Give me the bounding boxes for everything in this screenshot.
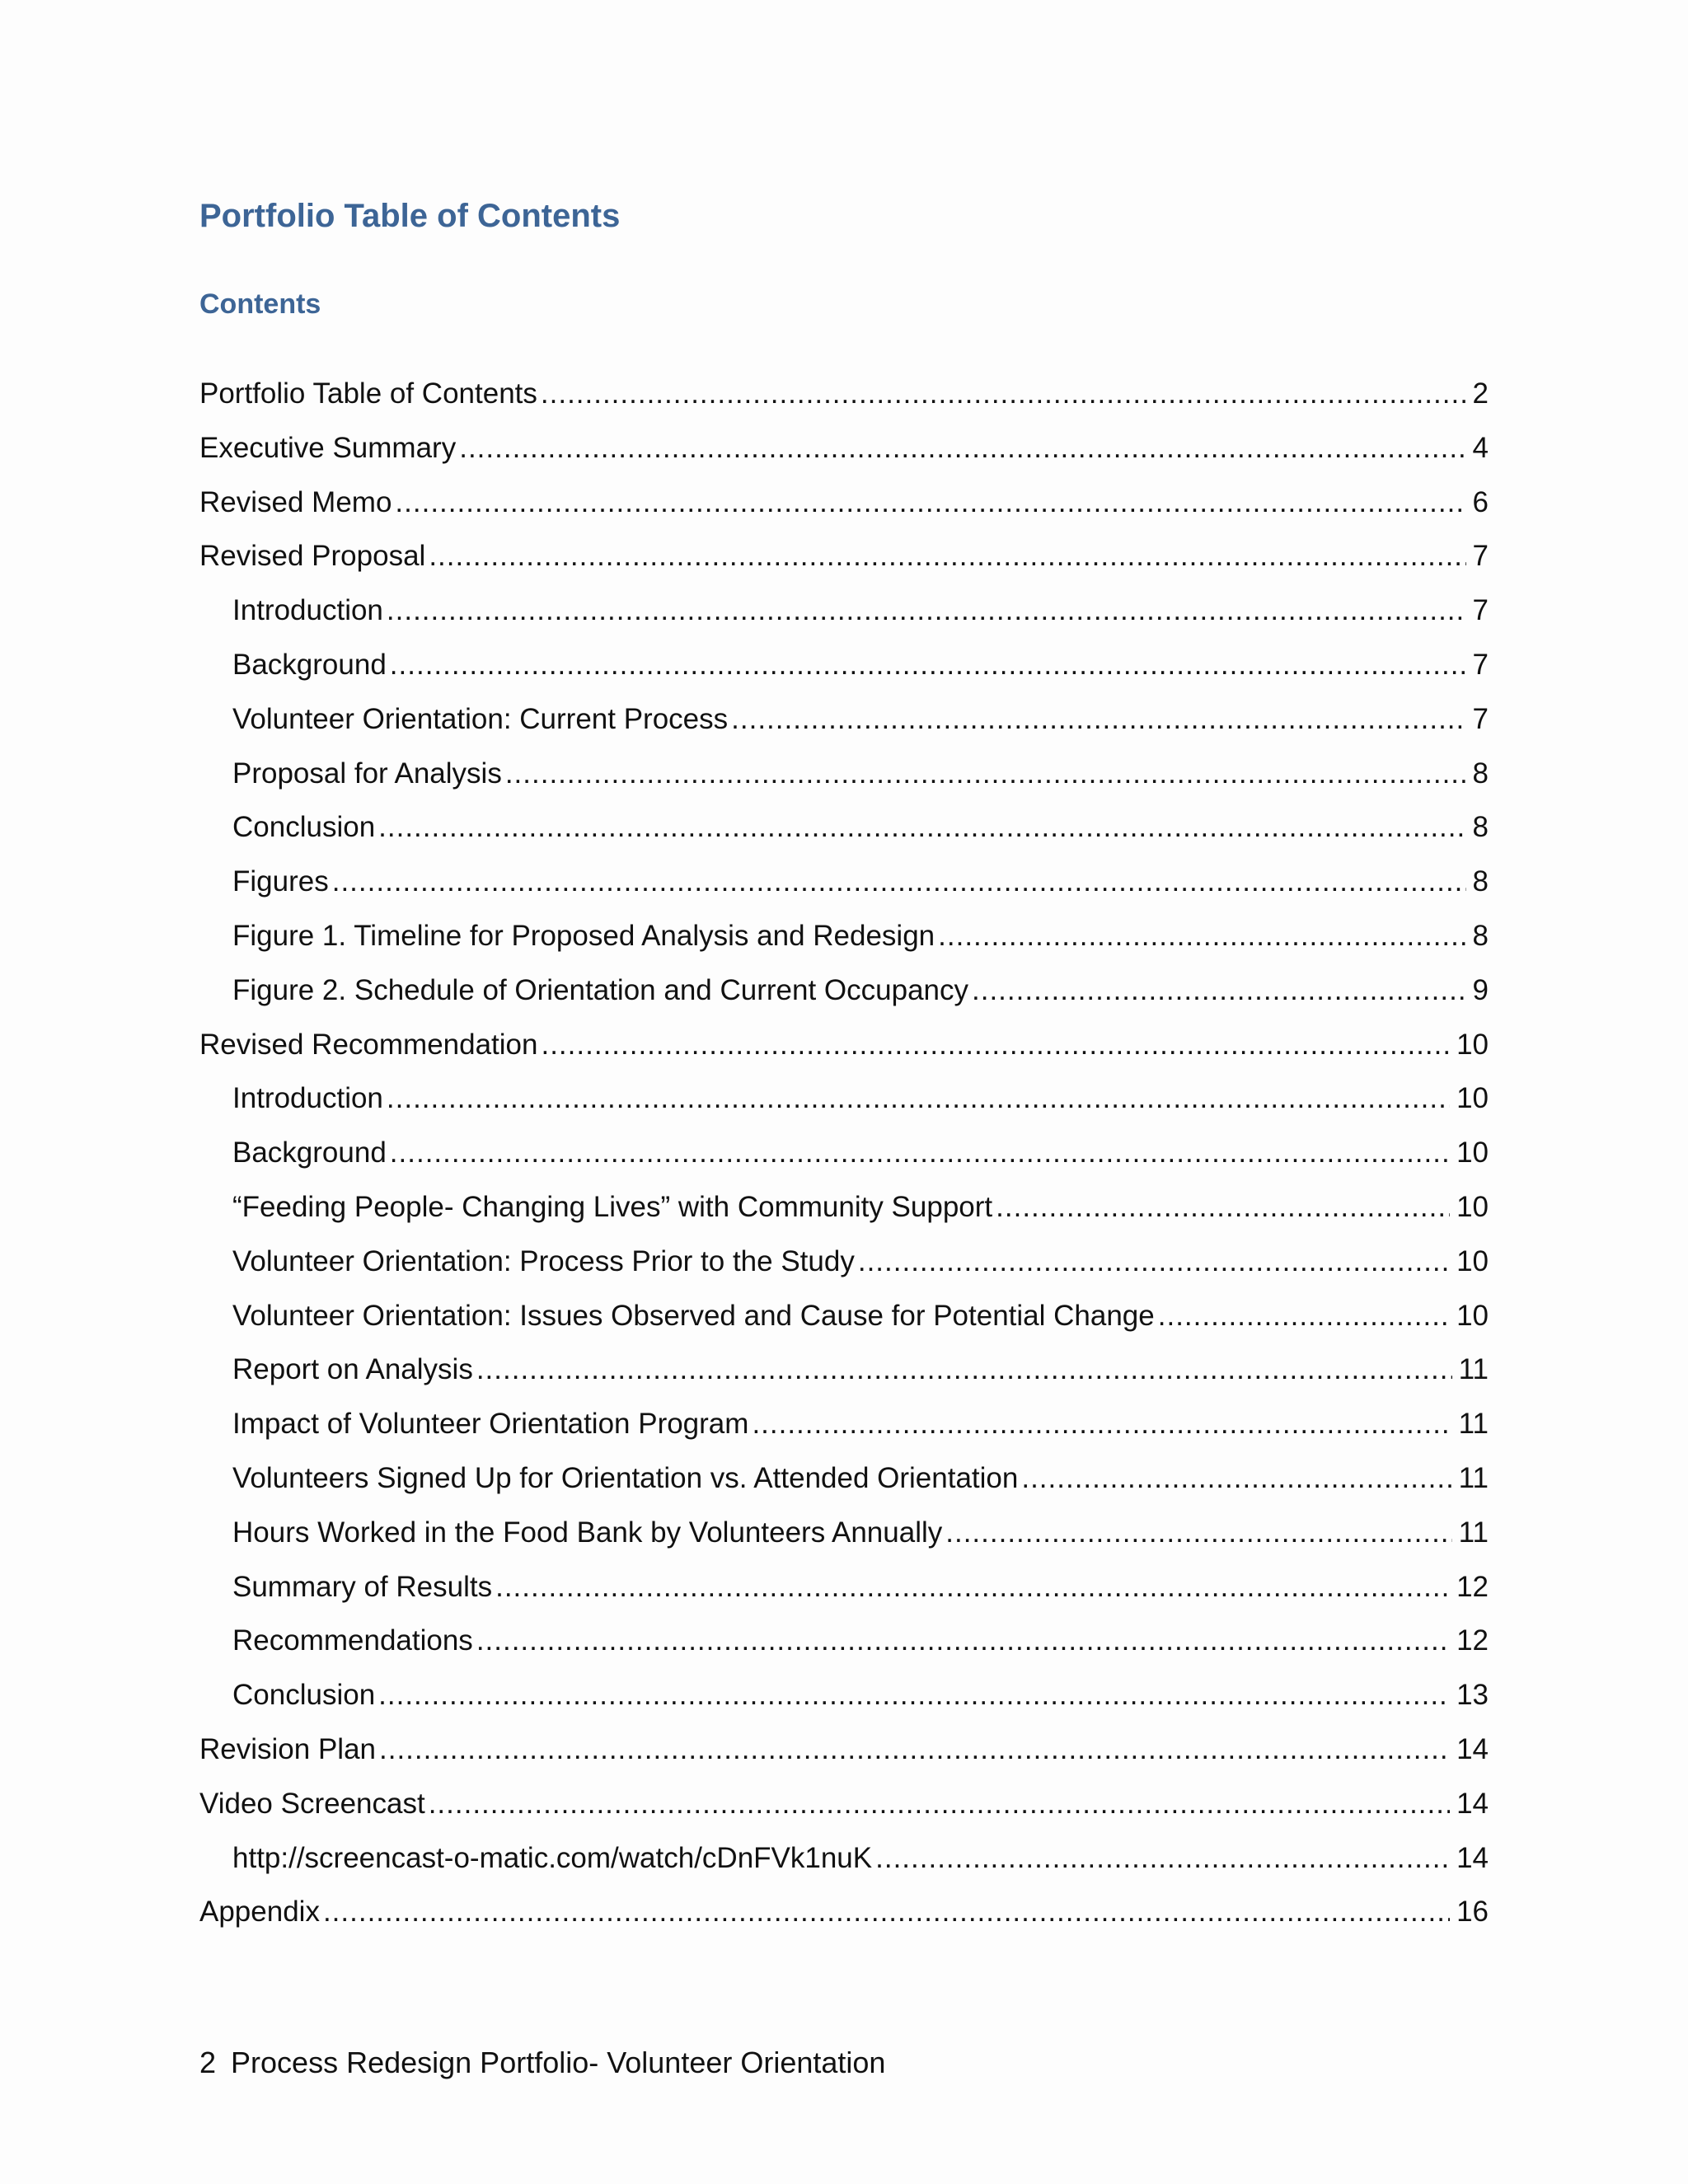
toc-entry-title: Impact of Volunteer Orientation Program xyxy=(232,1408,749,1441)
dot-leader xyxy=(945,1508,1451,1558)
toc-entry[interactable] xyxy=(199,1020,1489,1075)
toc-entry-page-number: 11 xyxy=(1458,1408,1489,1441)
dot-leader xyxy=(378,1671,1450,1720)
toc-entry-title: Figure 1. Timeline for Proposed Analysis and Redesign xyxy=(232,919,935,952)
toc-entry-title: Figure 2. Schedule of Orientation and Current Occupancy xyxy=(232,973,968,1006)
dot-leader xyxy=(378,803,1465,852)
toc-entry[interactable] xyxy=(199,478,1489,532)
toc-entry-page-number: 2 xyxy=(1472,377,1489,410)
toc-entry-page-number: 7 xyxy=(1472,702,1489,735)
dot-leader xyxy=(429,532,1465,581)
toc-entry-title: Revised Proposal xyxy=(199,540,426,573)
dot-leader xyxy=(379,1725,1450,1774)
toc-entry[interactable] xyxy=(199,912,1489,966)
toc-entry-title: Revision Plan xyxy=(199,1732,376,1765)
toc-entry-title: Video Screencast xyxy=(199,1787,425,1820)
toc-entry[interactable] xyxy=(199,1183,1489,1237)
toc-entry-page-number: 8 xyxy=(1472,811,1489,844)
dot-leader xyxy=(495,1563,1450,1612)
toc-entry-page-number: 12 xyxy=(1456,1570,1489,1603)
toc-entry-page-number: 9 xyxy=(1472,973,1489,1006)
dot-leader xyxy=(1158,1291,1450,1341)
toc-entry[interactable] xyxy=(199,369,1489,424)
dot-leader xyxy=(476,1345,1452,1394)
dot-leader xyxy=(938,912,1465,961)
toc-entry-page-number: 7 xyxy=(1472,540,1489,573)
toc-entry-title: Revised Memo xyxy=(199,485,392,518)
dot-leader xyxy=(996,1183,1450,1232)
contents-heading: Contents xyxy=(199,288,321,320)
toc-entry-title: Introduction xyxy=(232,594,383,627)
toc-entry[interactable] xyxy=(199,532,1489,586)
dot-leader xyxy=(875,1834,1450,1883)
toc-entry[interactable] xyxy=(199,1454,1489,1508)
toc-entry-title: Volunteer Orientation: Current Process xyxy=(232,702,729,735)
dot-leader xyxy=(323,1887,1450,1937)
toc-entry-page-number: 4 xyxy=(1472,431,1489,464)
toc-entry-title: Background xyxy=(232,1137,387,1169)
toc-entry-page-number: 10 xyxy=(1456,1190,1489,1223)
toc-entry-page-number: 14 xyxy=(1456,1787,1489,1820)
dot-leader xyxy=(1021,1454,1451,1503)
toc-entry-title: Revised Recommendation xyxy=(199,1028,538,1061)
toc-entry-title: Volunteer Orientation: Process Prior to the Study xyxy=(232,1244,855,1277)
toc-entry[interactable] xyxy=(199,424,1489,478)
toc-entry-title: Conclusion xyxy=(232,1679,376,1712)
toc-entry[interactable] xyxy=(199,695,1489,749)
dot-leader xyxy=(476,1616,1450,1666)
toc-entry-page-number: 8 xyxy=(1472,919,1489,952)
toc-entry[interactable] xyxy=(199,1345,1489,1399)
dot-leader xyxy=(541,369,1466,419)
toc-entry-page-number: 14 xyxy=(1456,1732,1489,1765)
toc-entry[interactable] xyxy=(199,586,1489,640)
toc-entry-page-number: 7 xyxy=(1472,648,1489,681)
toc-entry-title: Figures xyxy=(232,865,329,898)
page-footer xyxy=(199,2046,885,2080)
toc-entry[interactable] xyxy=(199,1128,1489,1183)
dot-leader xyxy=(390,640,1466,690)
dot-leader xyxy=(541,1020,1450,1070)
toc-entry-title: “Feeding People- Changing Lives” with Community Support xyxy=(232,1190,993,1223)
page-title: Portfolio Table of Contents xyxy=(199,198,621,234)
toc-entry-page-number: 11 xyxy=(1458,1353,1489,1386)
toc-entry-title: Introduction xyxy=(232,1082,383,1115)
dot-leader xyxy=(387,586,1466,635)
toc-entry-page-number: 7 xyxy=(1472,594,1489,627)
toc-entry-page-number: 12 xyxy=(1456,1624,1489,1657)
table-of-contents xyxy=(199,369,1489,1942)
dot-leader xyxy=(858,1237,1450,1286)
toc-entry-title: Summary of Results xyxy=(232,1570,493,1603)
toc-entry[interactable] xyxy=(199,1399,1489,1454)
dot-leader xyxy=(395,478,1465,527)
dot-leader xyxy=(505,749,1466,799)
toc-entry-page-number: 13 xyxy=(1456,1679,1489,1712)
toc-entry[interactable] xyxy=(199,857,1489,912)
footer-text: Process Redesign Portfolio- Volunteer Orientation xyxy=(231,2046,886,2079)
toc-entry-title: Recommendations xyxy=(232,1624,473,1657)
toc-entry-page-number: 11 xyxy=(1458,1461,1489,1494)
toc-entry[interactable] xyxy=(199,749,1489,804)
toc-entry-page-number: 11 xyxy=(1458,1516,1489,1549)
toc-entry-page-number: 10 xyxy=(1456,1082,1489,1115)
toc-entry-page-number: 6 xyxy=(1472,485,1489,518)
toc-entry[interactable] xyxy=(199,1291,1489,1346)
toc-entry[interactable] xyxy=(199,1725,1489,1779)
dot-leader xyxy=(332,857,1466,907)
toc-entry[interactable] xyxy=(199,1074,1489,1128)
toc-entry-title: http://screencast-o-matic.com/watch/cDnFVk1nuK xyxy=(232,1841,873,1874)
toc-entry[interactable] xyxy=(199,1887,1489,1942)
toc-entry[interactable] xyxy=(199,1237,1489,1291)
toc-entry[interactable] xyxy=(199,1834,1489,1888)
dot-leader xyxy=(972,966,1466,1015)
toc-entry-title: Executive Summary xyxy=(199,431,457,464)
dot-leader xyxy=(429,1779,1450,1829)
footer-page-number: 2 xyxy=(199,2046,217,2079)
toc-entry-page-number: 8 xyxy=(1472,757,1489,790)
dot-leader xyxy=(390,1128,1450,1178)
dot-leader xyxy=(387,1074,1450,1123)
toc-entry-page-number: 10 xyxy=(1456,1244,1489,1277)
dot-leader xyxy=(752,1399,1451,1449)
toc-entry[interactable] xyxy=(199,640,1489,695)
toc-entry[interactable] xyxy=(199,1616,1489,1671)
toc-entry-page-number: 8 xyxy=(1472,865,1489,898)
toc-entry-title: Report on Analysis xyxy=(232,1353,473,1386)
toc-entry[interactable] xyxy=(199,1779,1489,1834)
dot-leader xyxy=(459,424,1465,473)
toc-entry-page-number: 10 xyxy=(1456,1137,1489,1169)
toc-entry[interactable] xyxy=(199,1563,1489,1617)
toc-entry[interactable] xyxy=(199,1508,1489,1563)
toc-entry[interactable] xyxy=(199,966,1489,1020)
toc-entry-page-number: 10 xyxy=(1456,1028,1489,1061)
toc-entry-title: Proposal for Analysis xyxy=(232,757,502,790)
dot-leader xyxy=(731,695,1465,744)
toc-entry-page-number: 16 xyxy=(1456,1896,1489,1929)
toc-entry-title: Portfolio Table of Contents xyxy=(199,377,537,410)
toc-entry-page-number: 10 xyxy=(1456,1299,1489,1332)
toc-entry-title: Volunteers Signed Up for Orientation vs. Attended Orientation xyxy=(232,1461,1019,1494)
toc-entry-title: Volunteer Orientation: Issues Observed and Cause for Potential Change xyxy=(232,1299,1155,1332)
toc-entry-title: Hours Worked in the Food Bank by Volunteers Annually xyxy=(232,1516,943,1549)
toc-entry-title: Background xyxy=(232,648,387,681)
toc-entry-page-number: 14 xyxy=(1456,1841,1489,1874)
toc-entry-title: Conclusion xyxy=(232,811,376,844)
toc-entry[interactable] xyxy=(199,803,1489,857)
toc-entry-title: Appendix xyxy=(199,1896,320,1929)
toc-entry[interactable] xyxy=(199,1671,1489,1725)
